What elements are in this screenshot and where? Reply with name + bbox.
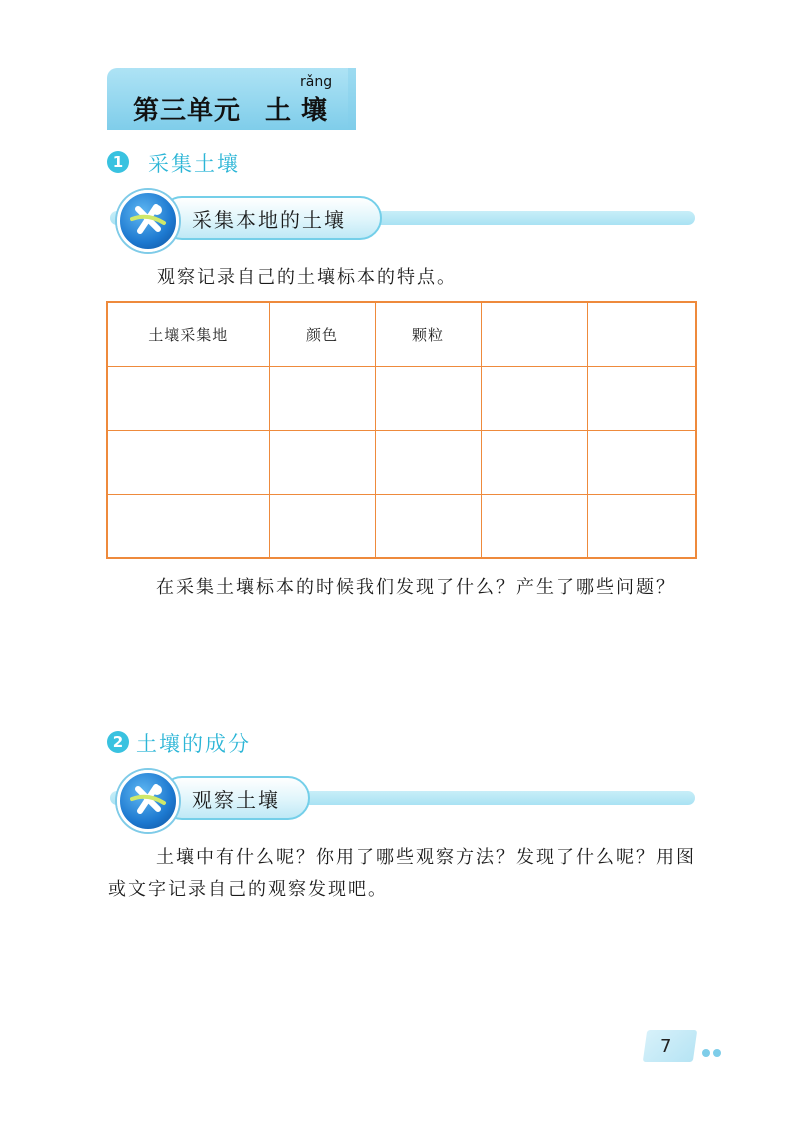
blank-cell[interactable] [269, 430, 375, 494]
header-cell: 颜色 [269, 302, 375, 366]
activity-icon [117, 770, 179, 832]
section-number-badge: 1 [107, 151, 129, 173]
blank-cell[interactable] [587, 494, 696, 558]
activity-label: 采集本地的土壤 [160, 196, 382, 240]
blank-cell[interactable] [107, 494, 269, 558]
blank-cell[interactable] [481, 430, 587, 494]
blank-cell[interactable] [107, 430, 269, 494]
instruction-text: 观察记录自己的土壤标本的特点。 [157, 267, 457, 288]
instruction-text: 土壤中有什么呢？你用了哪些观察方法？发现了什么呢？用图或文字记录自己的观察发现吧。 [108, 847, 696, 900]
table-row [107, 366, 696, 430]
header-cell: 颗粒 [375, 302, 481, 366]
blank-cell[interactable] [375, 366, 481, 430]
activity-icon [117, 190, 179, 252]
header-cell-blank[interactable] [481, 302, 587, 366]
pinyin-annotation: rǎng [300, 74, 333, 90]
table-row [107, 430, 696, 494]
section-number-badge: 2 [107, 731, 129, 753]
blank-cell[interactable] [587, 430, 696, 494]
unit-header-tab [348, 68, 356, 130]
blank-cell[interactable] [269, 366, 375, 430]
blank-cell[interactable] [481, 366, 587, 430]
table-header-row [107, 302, 696, 366]
unit-title: 第三单元 [133, 96, 242, 126]
question-text: 在采集土壤标本的时候我们发现了什么？产生了哪些问题？ [156, 577, 676, 598]
decorative-dot [713, 1049, 721, 1057]
figure-icon [120, 773, 176, 829]
table-row [107, 494, 696, 558]
blank-cell[interactable] [269, 494, 375, 558]
activity-label: 观察土壤 [160, 776, 310, 820]
header-cell-blank[interactable] [587, 302, 696, 366]
figure-icon [120, 193, 176, 249]
page-number: 7 [660, 1036, 672, 1057]
header-cell: 土壤采集地 [107, 302, 269, 366]
blank-cell[interactable] [481, 494, 587, 558]
unit-name: 土壤 [265, 96, 338, 126]
section-title: 土壤的成分 [136, 732, 251, 756]
blank-cell[interactable] [587, 366, 696, 430]
record-table [106, 301, 697, 559]
blank-cell[interactable] [107, 366, 269, 430]
blank-cell[interactable] [375, 430, 481, 494]
blank-cell[interactable] [375, 494, 481, 558]
decorative-dot [702, 1049, 710, 1057]
section-title: 采集土壤 [148, 152, 240, 176]
